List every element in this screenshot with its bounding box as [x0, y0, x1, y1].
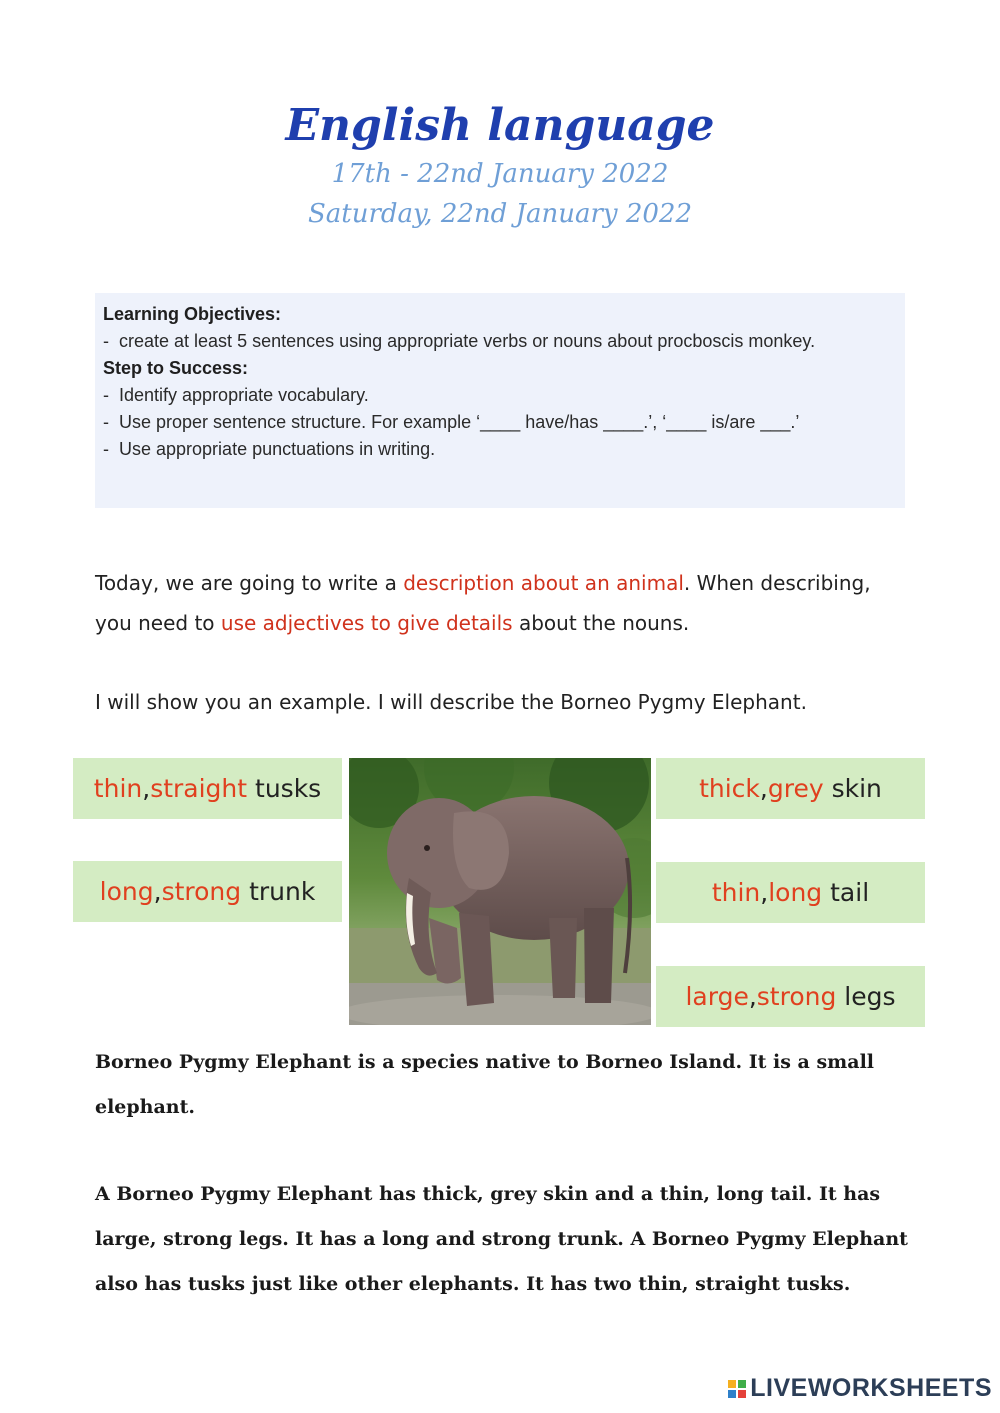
adjective: large: [685, 982, 749, 1011]
elephant-illustration: [349, 758, 651, 1025]
example-intro: I will show you an example. I will describe the Borneo Pygmy Elephant.: [95, 690, 807, 714]
intro-paragraph: [95, 563, 915, 643]
description-paragraph-2: A Borneo Pygmy Elephant has thick, grey skin and a thin, long tail. It has large, strong legs. It has a long and strong trunk. A Borneo Pygmy Elephant also has tusks just like other elephants. It has two thin, straight tusks.: [95, 1183, 908, 1295]
dash-bullet: -: [103, 331, 109, 351]
elephant-photo: [349, 758, 651, 1025]
noun: legs: [836, 982, 896, 1011]
page-title: English language: [285, 100, 715, 151]
description-paragraph-1: Borneo Pygmy Elephant is a species native to Borneo Island. It is a small elephant.: [95, 1051, 874, 1118]
objectives-heading: Learning Objectives:: [103, 304, 282, 324]
intro-highlight: description about an animal: [403, 571, 684, 595]
learning-objectives-box: [95, 293, 905, 508]
separator: ,: [759, 774, 768, 803]
step-item: [103, 436, 897, 463]
intro-text: you need to: [95, 611, 221, 635]
intro-text: Today, we are going to write a: [95, 571, 404, 595]
steps-heading: Step to Success:: [103, 358, 249, 378]
step-item: [103, 409, 897, 436]
noun: tusks: [247, 774, 322, 803]
adjective: thin: [711, 878, 761, 907]
label-trunk: [73, 861, 342, 922]
step-text: Identify appropriate vocabulary.: [119, 385, 369, 405]
lesson-date: Saturday, 22nd January 2022: [307, 199, 693, 229]
date-range: 17th - 22nd January 2022: [331, 159, 669, 189]
separator: ,: [760, 878, 769, 907]
adjective: long: [99, 877, 154, 906]
separator: ,: [748, 982, 757, 1011]
separator: ,: [142, 774, 151, 803]
separator: ,: [153, 877, 162, 906]
dash-bullet: -: [103, 439, 109, 459]
objective-text: create at least 5 sentences using appropriate verbs or nouns about procboscis monkey.: [119, 331, 816, 351]
objective-item: [103, 328, 897, 355]
noun: trunk: [241, 877, 316, 906]
noun: skin: [823, 774, 882, 803]
logo-icon: [728, 1380, 746, 1398]
noun: tail: [822, 878, 870, 907]
label-tusks: [73, 758, 342, 819]
adjective: straight: [150, 774, 248, 803]
adjective: grey: [767, 774, 824, 803]
logo-brand-text: LIVEWORKSHEETS: [750, 1374, 992, 1402]
step-text: Use proper sentence structure. For example ‘____ have/has ____.’, ‘____ is/are ___.’: [119, 412, 800, 432]
adjective: thick: [699, 774, 760, 803]
label-tail: [656, 862, 925, 923]
adjective: thin: [93, 774, 143, 803]
dash-bullet: -: [103, 412, 109, 432]
intro-text: . When describing,: [683, 571, 871, 595]
adjective: strong: [756, 982, 837, 1011]
adjective: strong: [161, 877, 242, 906]
adjective: long: [768, 878, 823, 907]
label-skin: [656, 758, 925, 819]
worksheet-header: [0, 98, 1000, 234]
intro-highlight: use adjectives to give details: [220, 611, 513, 635]
step-item: [103, 382, 897, 409]
label-legs: [656, 966, 925, 1027]
step-text: Use appropriate punctuations in writing.: [119, 439, 436, 459]
dash-bullet: -: [103, 385, 109, 405]
intro-text: about the nouns.: [512, 611, 690, 635]
liveworksheets-logo: [728, 1374, 992, 1403]
